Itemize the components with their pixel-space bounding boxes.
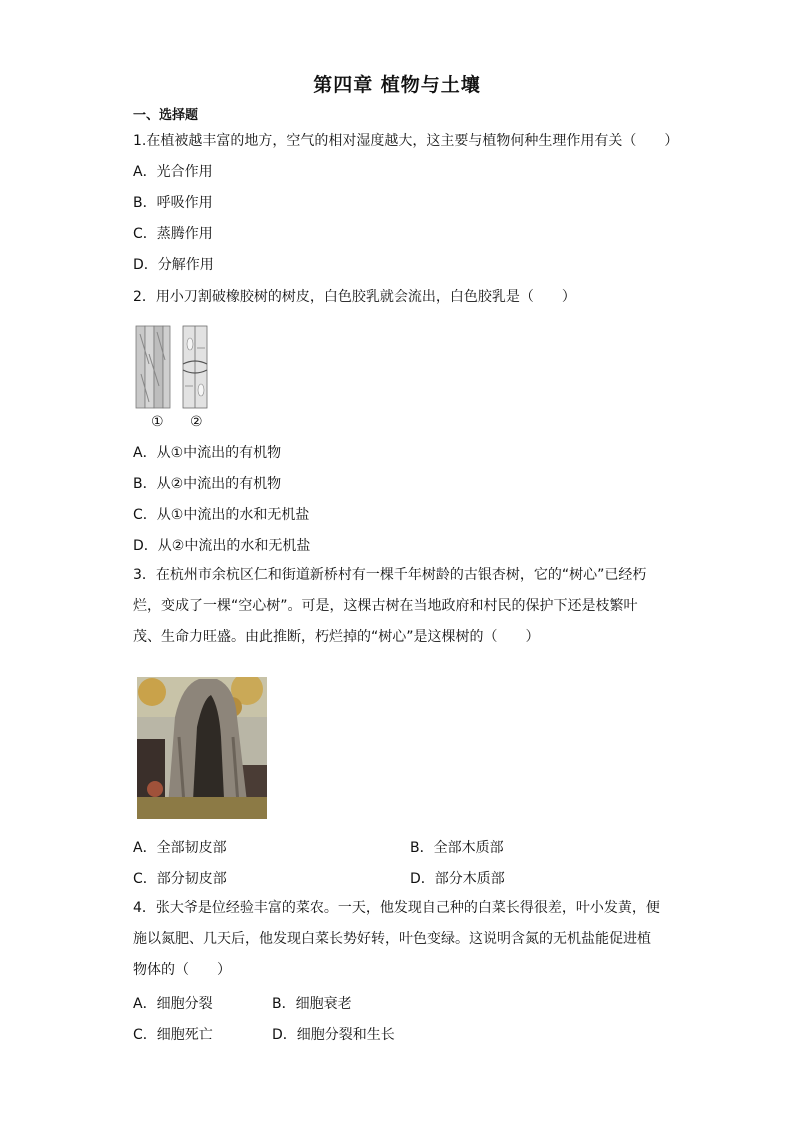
question-3-stem: 3．在杭州市余杭区仁和街道新桥村有一棵千年树龄的古银杏树，它的“树心”已经朽烂，变成了一棵“空心树”。可是，这棵古树在当地政府和村民的保护下还是枝繁叶茂、生命力旺盛。由此推断，朽烂掉的“树心”是这棵树的（ ） <box>133 567 647 645</box>
question-4-option-a: A．细胞分裂 <box>133 996 213 1012</box>
question-4-option-d: D．细胞分裂和生长 <box>272 1027 395 1043</box>
question-4-option-b: B．细胞衰老 <box>272 996 352 1012</box>
question-2-option-a: A．从①中流出的有机物 <box>133 445 282 461</box>
page-title: 第四章 植物与土壤 <box>313 74 481 96</box>
question-1-option-b: B．呼吸作用 <box>133 195 213 211</box>
figure-label-2: ② <box>190 414 203 430</box>
hollow-ginkgo-photo <box>137 677 267 823</box>
question-2-stem: 2．用小刀割破橡胶树的树皮，白色胶乳就会流出，白色胶乳是（ ） <box>133 289 576 305</box>
question-1-option-c: C．蒸腾作用 <box>133 226 213 242</box>
question-3-option-a: A．全部韧皮部 <box>133 840 227 856</box>
question-2-option-c: C．从①中流出的水和无机盐 <box>133 507 310 523</box>
question-4-stem: 4．张大爷是位经验丰富的菜农。一天，他发现自己种的白菜长得很差，叶小发黄，便施以氮肥、几天后，他发现白菜长势好转，叶色变绿。这说明含氮的无机盐能促进植物体的（ ） <box>133 900 660 978</box>
question-3-option-d: D．部分木质部 <box>410 871 505 887</box>
question-1-option-d: D．分解作用 <box>133 257 214 273</box>
question-2-option-b: B．从②中流出的有机物 <box>133 476 282 492</box>
stem-tissue-figure <box>135 324 215 414</box>
question-4-option-c: C．细胞死亡 <box>133 1027 213 1043</box>
stem-tissue-illustration <box>135 324 215 410</box>
section-heading: 一、选择题 <box>133 108 199 123</box>
question-1-option-a: A．光合作用 <box>133 164 213 180</box>
question-3-option-c: C．部分韧皮部 <box>133 871 227 887</box>
question-3-option-b: B．全部木质部 <box>410 840 504 856</box>
hollow-tree-illustration <box>137 677 267 819</box>
tube-bundle-graphic <box>136 326 170 408</box>
sieve-tube-graphic <box>183 326 207 408</box>
figure-label-1: ① <box>151 414 164 430</box>
question-2-option-d: D．从②中流出的水和无机盐 <box>133 538 311 554</box>
question-1-stem: 1.在植被越丰富的地方，空气的相对湿度越大，这主要与植物何种生理作用有关（ ） <box>133 133 679 149</box>
